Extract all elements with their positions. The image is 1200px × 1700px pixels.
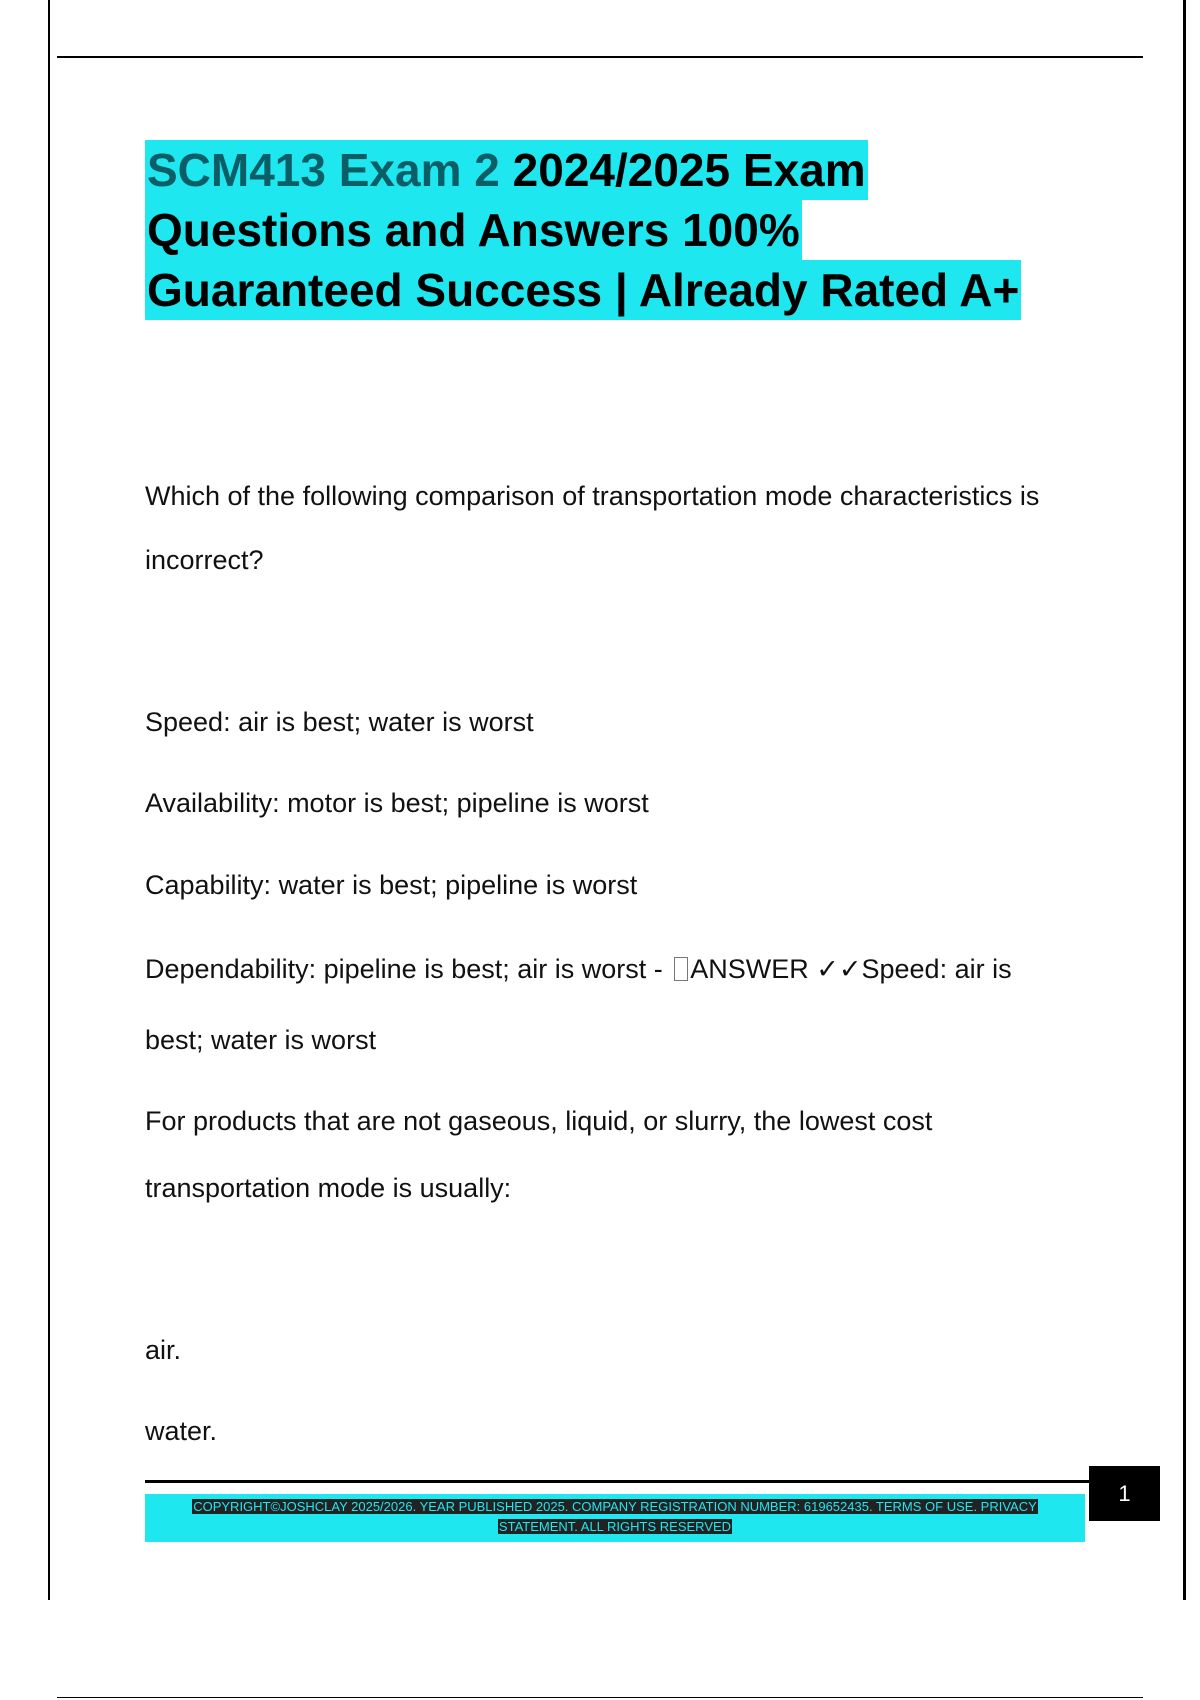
answer-text: ANSWER ✓✓Speed: air is — [690, 954, 1012, 984]
title-line-1: SCM413 Exam 2 2024/2025 Exam — [145, 140, 868, 200]
next-page-rule — [57, 1697, 1143, 1698]
header-rule — [57, 56, 1143, 58]
question-1-option-4 — [145, 953, 1012, 985]
footer-rule — [145, 1480, 1089, 1483]
document-title — [145, 140, 1145, 320]
title-line-2: Questions and Answers 100% — [145, 200, 802, 260]
question-1-option-1: Speed: air is best; water is worst — [145, 707, 534, 737]
question-1-option-4-text: Dependability: pipeline is best; air is worst - — [145, 954, 671, 984]
page-left-border — [48, 0, 50, 1600]
question-2-option-2: water. — [145, 1416, 218, 1446]
missing-glyph-box-icon — [674, 957, 688, 981]
copyright-footer — [145, 1494, 1085, 1542]
question-2-text-line-1: For products that are not gaseous, liquid, or slurry, the lowest cost — [145, 1106, 933, 1136]
question-1-option-3: Capability: water is best; pipeline is worst — [145, 870, 638, 900]
question-2-text-line-2: transportation mode is usually: — [145, 1173, 512, 1203]
page-number: 1 — [1089, 1466, 1160, 1521]
copyright-line-1: COPYRIGHT©JOSHCLAY 2025/2026. YEAR PUBLISHED 2025. COMPANY REGISTRATION NUMBER: 619652435. TERMS OF USE. PRIVACY — [193, 1499, 1037, 1514]
page-right-border — [1183, 0, 1186, 1600]
title-line-3: Guaranteed Success | Already Rated A+ — [145, 260, 1021, 320]
question-1-option-2: Availability: motor is best; pipeline is worst — [145, 788, 649, 818]
question-1-text-line-1: Which of the following comparison of transportation mode characteristics is — [145, 481, 1040, 511]
question-1-text-line-2: incorrect? — [145, 545, 264, 575]
question-2-option-1: air. — [145, 1335, 182, 1365]
copyright-line-2: STATEMENT. ALL RIGHTS RESERVED — [498, 1519, 732, 1534]
answer-continuation: best; water is worst — [145, 1025, 377, 1055]
